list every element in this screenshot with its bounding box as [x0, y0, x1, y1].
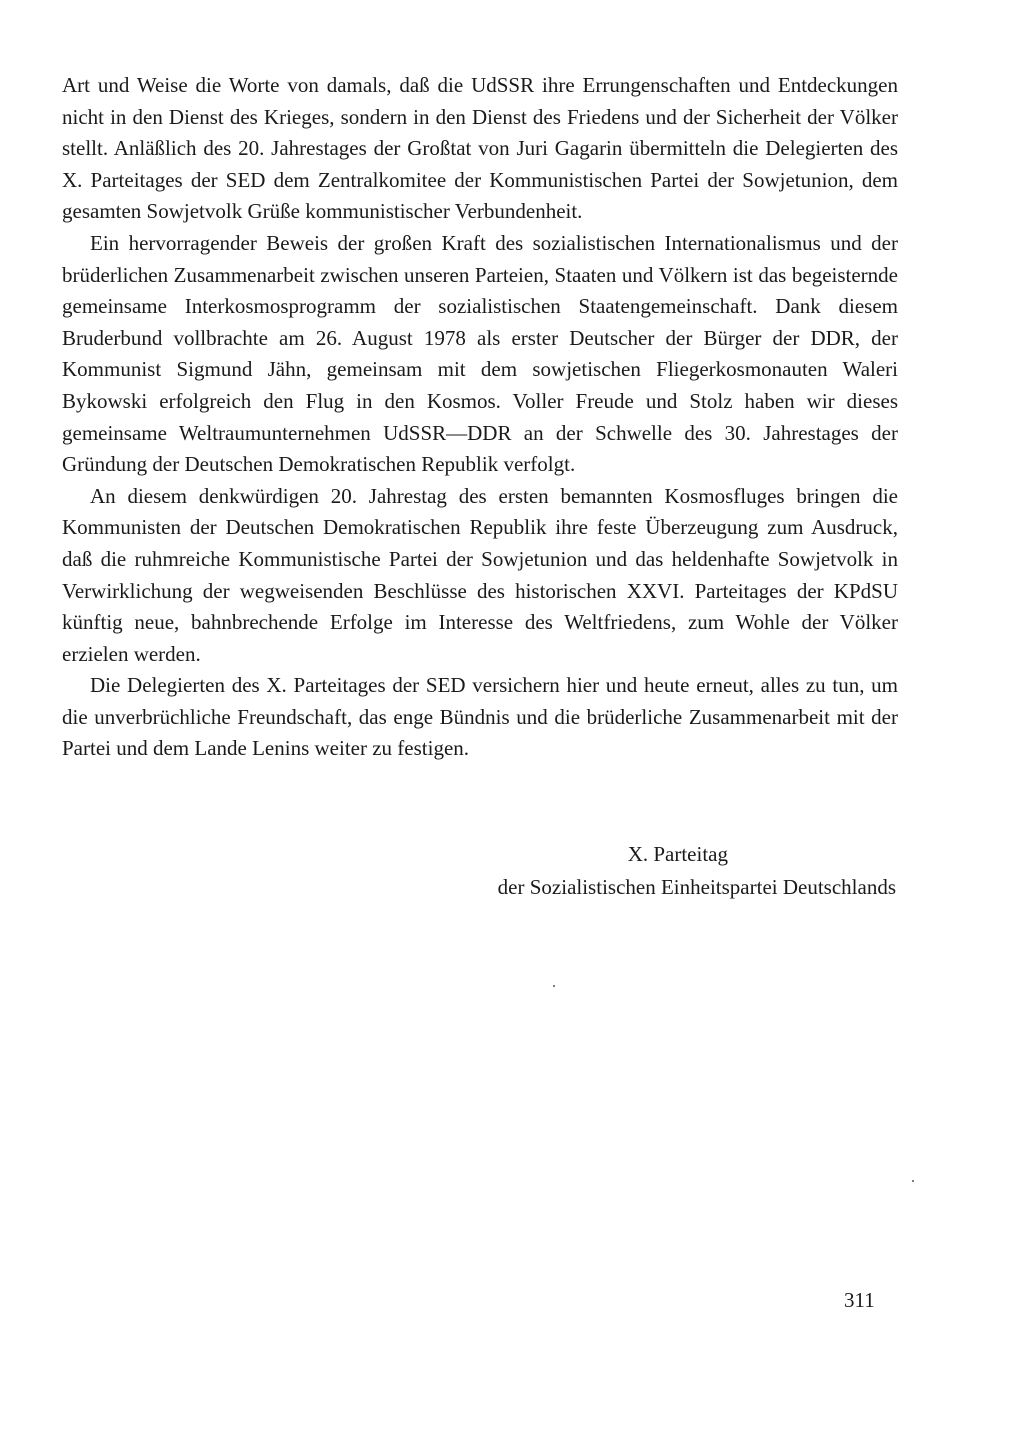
page-number: 311: [844, 1288, 875, 1312]
body-text: [62, 70, 898, 765]
signature-block: [376, 838, 896, 904]
signature-line-1: X. Parteitag: [627, 842, 728, 866]
paragraph-2: Ein hervorragender Beweis der großen Kraft des sozialistischen Internationalismus und der brüderlichen Zusammenarbeit zwischen unseren Parteien, Staaten und Völkern ist das begeisternde gemeinsame Interkosmosprogramm der sozialistischen Staatengemeinschaft. Dank diesem Bruderbund vollbrachte am 26. August 1978 als erster Deutscher der Bürger der DDR, der Kommunist Sigmund Jähn, gemeinsam mit dem sowjetischen Fliegerkosmonauten Waleri Bykowski erfolgreich den Flug in den Kosmos. Voller Freude und Stolz haben wir dieses gemeinsame Weltraumunternehmen UdSSR—DDR an der Schwelle des 30. Jahrestages der Gründung der Deutschen Demokratischen Republik verfolgt.: [62, 230, 898, 477]
paragraph-3: An diesem denkwürdigen 20. Jahrestag des ersten bemannten Kosmosfluges bringen die Kommunisten der Deutschen Demokratischen Republik ihre feste Überzeugung zum Ausdruck, daß die ruhmreiche Kommunistische Partei der Sowjetunion und das heldenhafte Sowjetvolk in Verwirklichung der wegweisenden Beschlüsse des historischen XXVI. Parteitages der KPdSU künftig neue, bahnbrechende Erfolge im Interesse des Weltfriedens, zum Wohle der Völker erzielen werden.: [62, 483, 898, 666]
print-speck: [553, 985, 555, 987]
paragraph-4: Die Delegierten des X. Parteitages der SED versichern hier und heute erneut, alles zu tun, um die unverbrüchliche Freundschaft, das enge Bündnis und die brüderliche Zusammenarbeit mit der Partei und dem Lande Lenins weiter zu festigen.: [62, 673, 898, 761]
signature-line-2: der Sozialistischen Einheitspartei Deutschlands: [497, 875, 896, 899]
paragraph-1: Art und Weise die Worte von damals, daß die UdSSR ihre Errungenschaften und Entdeckungen nicht in den Dienst des Krieges, sondern in den Dienst des Friedens und der Sicherheit der Völker stellt. Anläßlich des 20. Jahrestages der Großtat von Juri Gagarin übermitteln die Delegierten des X. Parteitages der SED dem Zentralkomitee der Kommunistischen Partei der Sowjetunion, dem gesamten Sowjetvolk Grüße kommunistischer Verbundenheit.: [62, 73, 898, 224]
print-speck: [912, 1180, 914, 1182]
